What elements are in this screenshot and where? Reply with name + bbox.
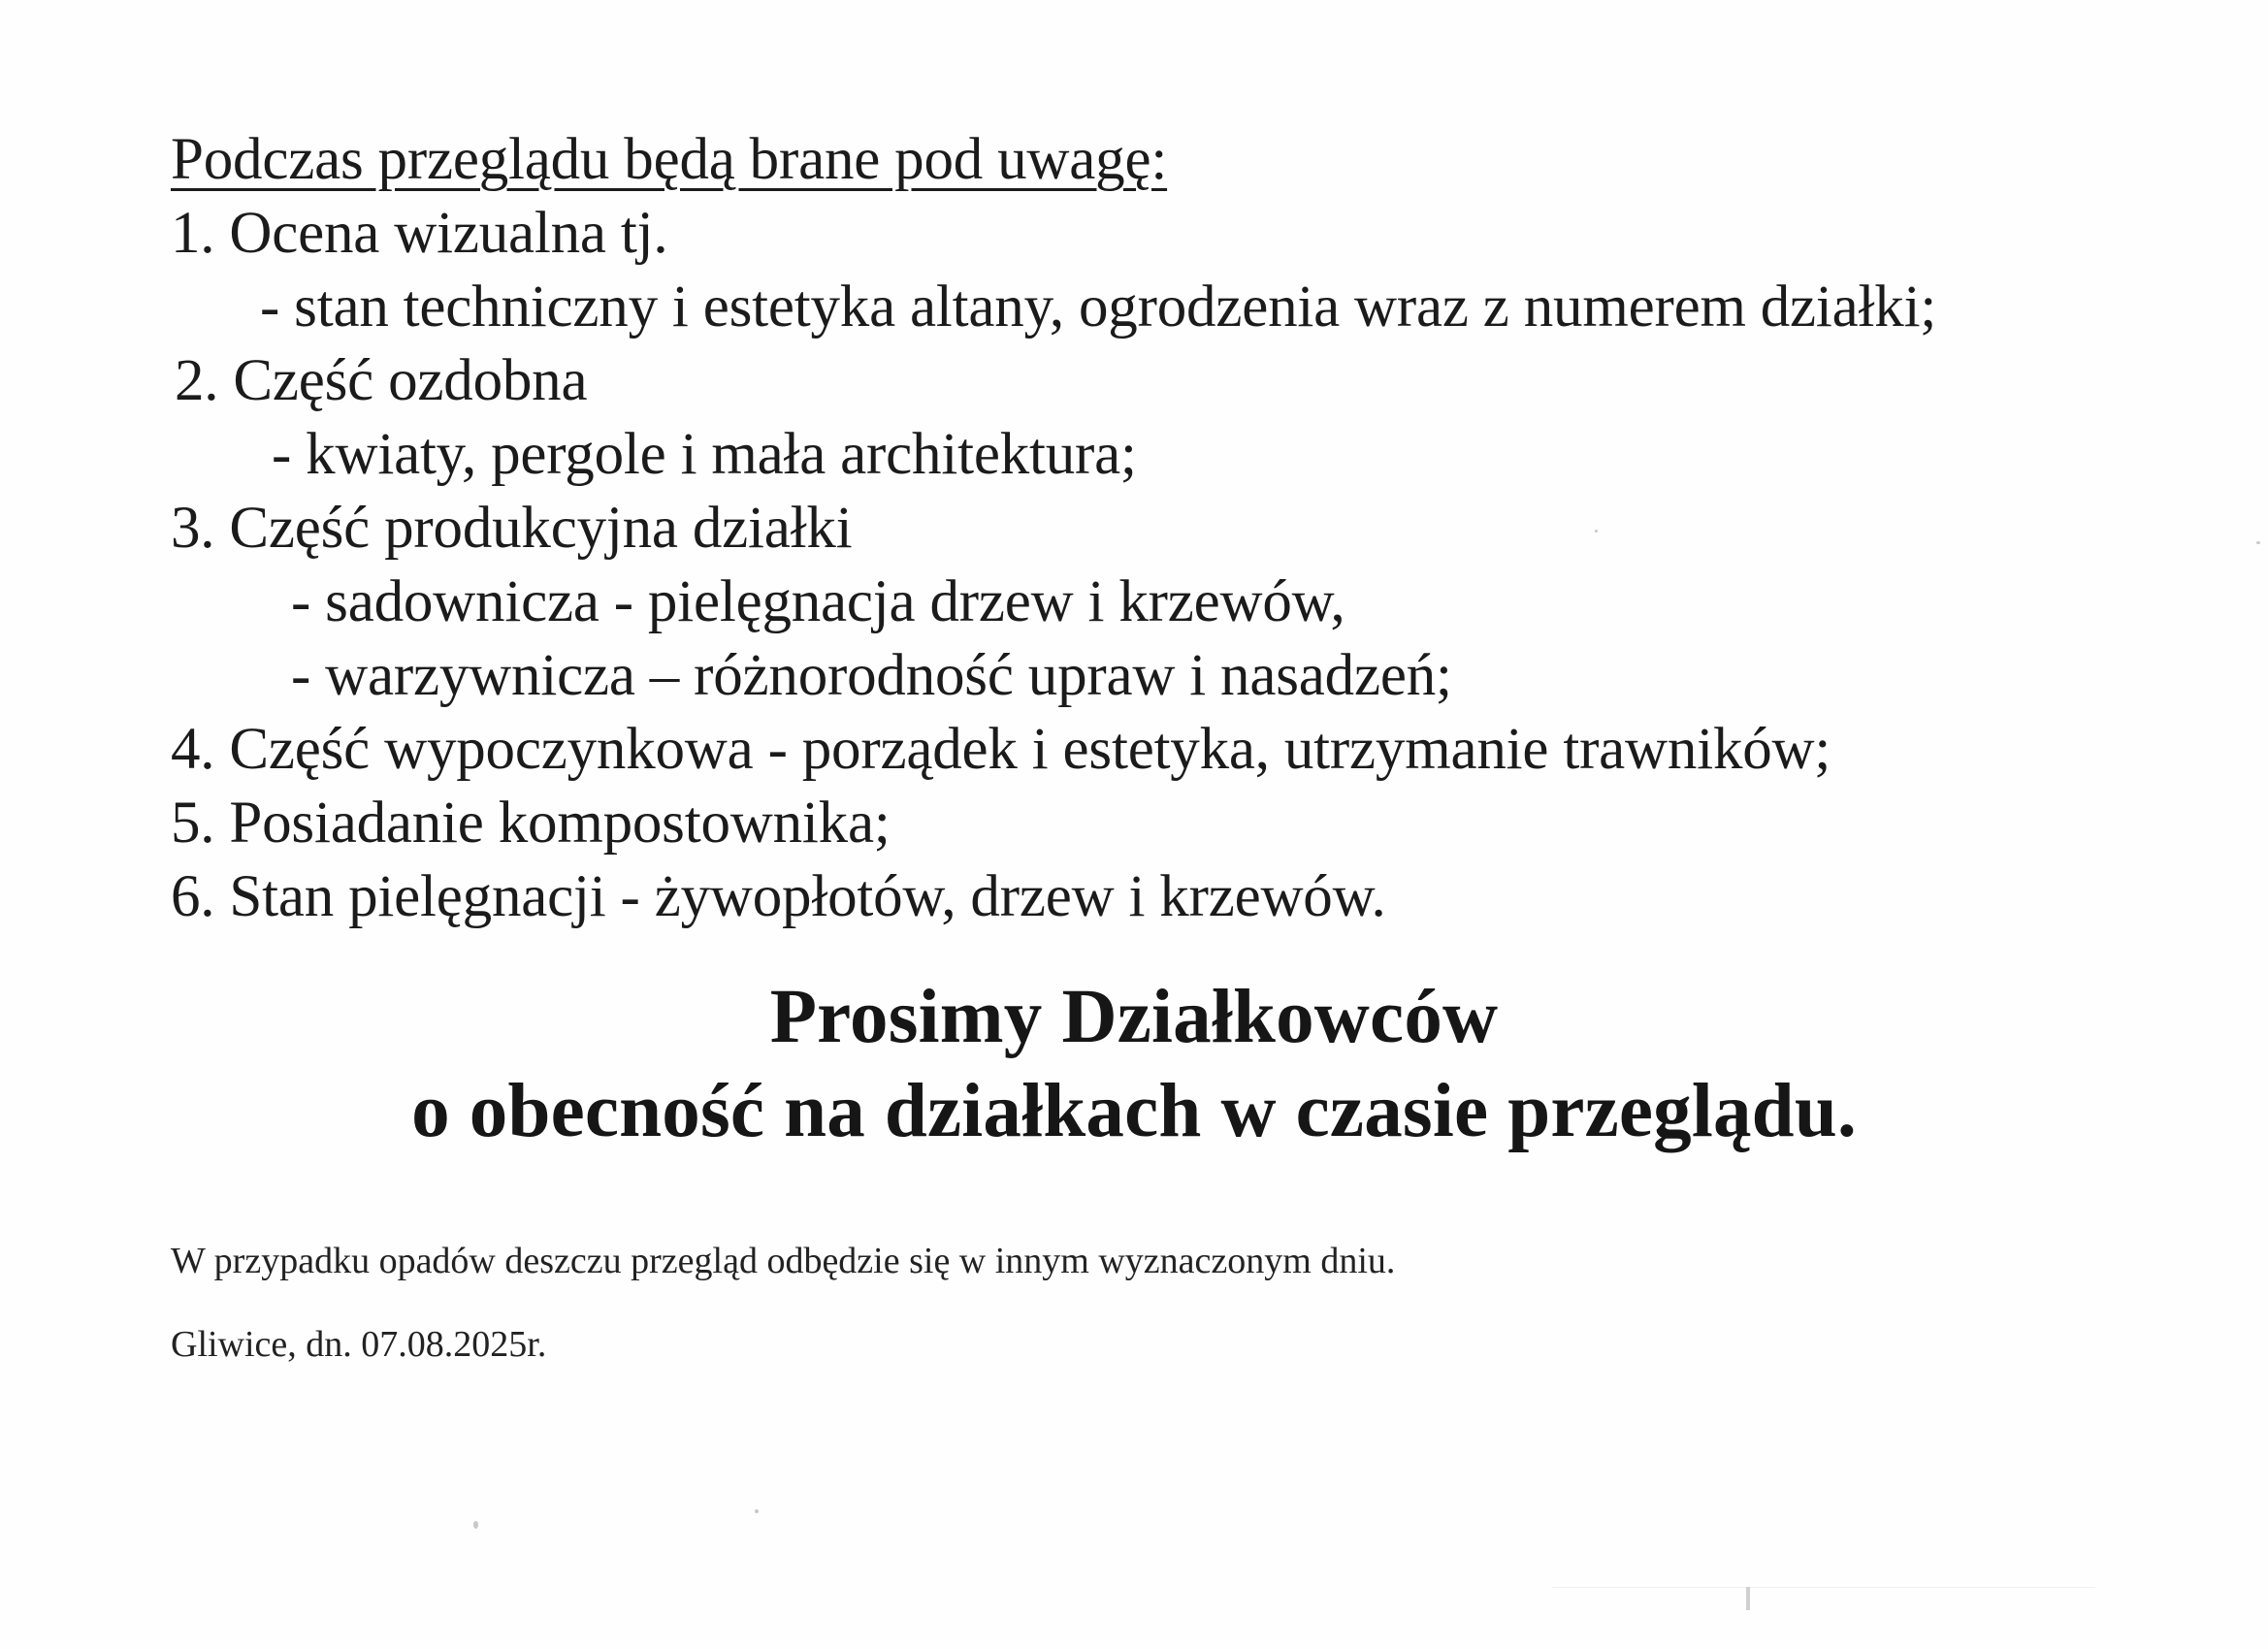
list-subitem-1a: - stan techniczny i estetyka altany, ogrodzenia wraz z numerem działki; — [260, 275, 1937, 340]
list-item-3: 3. Część produkcyjna działki — [171, 496, 853, 561]
list-item-4: 4. Część wypoczynkowa - porządek i estetyka, utrzymanie trawników; — [171, 717, 1831, 782]
scan-edge-mark — [1746, 1587, 1750, 1610]
section-heading: Podczas przeglądu będą brane pod uwagę: — [171, 127, 1168, 192]
scan-speck — [1595, 530, 1598, 533]
rain-notice: W przypadku opadów deszczu przegląd odbędzie się w innym wyznaczonym dniu. — [171, 1241, 1396, 1281]
closing-line-2: o obecność na działkach w czasie przeglądu. — [411, 1069, 1857, 1153]
scan-speck — [2256, 541, 2260, 544]
place-date: Gliwice, dn. 07.08.2025r. — [171, 1324, 547, 1365]
list-item-2: 2. Część ozdobna — [175, 348, 588, 413]
list-item-5: 5. Posiadanie kompostownika; — [171, 791, 891, 856]
list-item-6: 6. Stan pielęgnacji - żywopłotów, drzew i krzewów. — [171, 864, 1386, 929]
list-subitem-2a: - kwiaty, pergole i mała architektura; — [272, 422, 1137, 487]
list-item-1: 1. Ocena wizualna tj. — [171, 201, 668, 266]
list-subitem-3a: - sadownicza - pielęgnacja drzew i krzewów, — [291, 569, 1345, 634]
scan-edge-line — [1552, 1587, 2095, 1588]
scan-speck — [473, 1521, 478, 1529]
list-subitem-3b: - warzywnicza – różnorodność upraw i nasadzeń; — [291, 643, 1452, 708]
closing-line-1: Prosimy Działkowców — [769, 975, 1499, 1059]
scan-speck — [755, 1509, 759, 1513]
